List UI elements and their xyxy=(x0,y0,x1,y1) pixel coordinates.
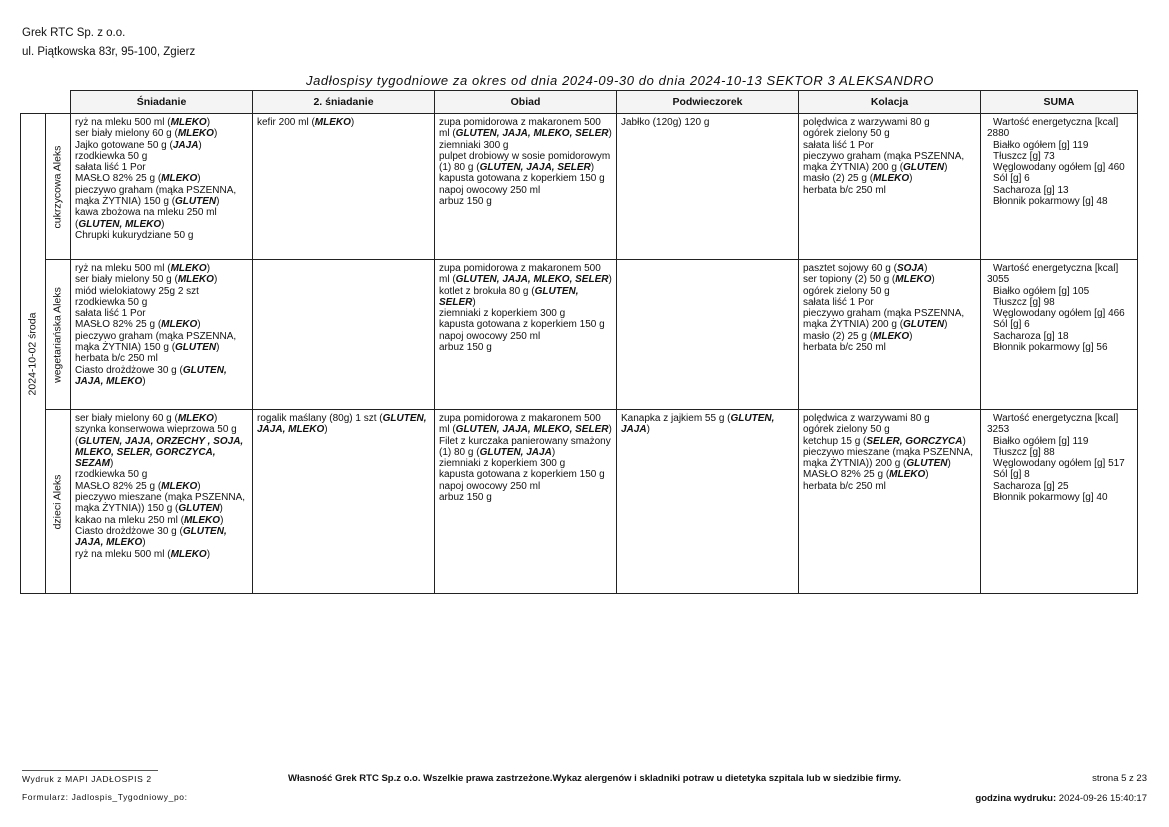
nutrient-line: Sól [g] 8 xyxy=(993,469,1030,481)
menu-item xyxy=(439,196,614,207)
allergen-list: GLUTEN, JAJA, SELER xyxy=(479,162,591,174)
nutrient-line: Tłuszcz [g] 88 xyxy=(993,446,1055,458)
meal-cell-breakfast xyxy=(71,114,253,260)
menu-item xyxy=(75,319,250,330)
diet-row xyxy=(21,260,1138,410)
menu-item xyxy=(75,162,250,173)
menu-item xyxy=(439,331,614,342)
nutrient-line: Tłuszcz [g] 98 xyxy=(993,296,1055,308)
allergen-list: MLEKO xyxy=(170,117,207,128)
allergen-list: JAJA xyxy=(172,139,199,151)
menu-item xyxy=(439,469,614,480)
nutrient-line: Sacharoza [g] 13 xyxy=(993,184,1069,196)
nutrient-line: Błonnik pokarmowy [g] 40 xyxy=(993,492,1108,504)
diet-cell xyxy=(46,410,71,594)
menu-item-text: Ciasto drożdżowe 30 g ( xyxy=(75,525,183,537)
menu-item-text: kakao na mleku 250 ml ( xyxy=(75,514,184,526)
meal-cell-lunch xyxy=(435,410,617,594)
allergen-list: MLEKO xyxy=(161,480,198,492)
menu-item-text: kefir 200 ml ( xyxy=(257,117,315,128)
menu-item-close: ) xyxy=(944,162,948,174)
date-label: 2024-10-02 środa xyxy=(26,312,39,395)
menu-item xyxy=(75,185,250,208)
menu-item-text: MASŁO 82% 25 g ( xyxy=(75,480,162,492)
menu-item-text: zupa pomidorowa z makaronem 500 ml ( xyxy=(439,263,601,286)
menu-item-close: ) xyxy=(944,319,948,331)
energy-value: 3055 xyxy=(987,274,1010,286)
menu-item-close: ) xyxy=(608,128,612,140)
allergen-list: MLEKO xyxy=(889,469,926,481)
diet-row xyxy=(21,410,1138,594)
menu-item-text: kotlet z brokuła 80 g ( xyxy=(439,285,535,297)
menu-item xyxy=(803,331,978,342)
allergen-list: GLUTEN xyxy=(175,342,217,354)
menu-item xyxy=(803,185,978,196)
menu-item-text: masło (2) 25 g ( xyxy=(803,173,874,185)
menu-item-text: miód wielokiatowy 25g 2 szt xyxy=(75,285,199,297)
menu-item xyxy=(75,331,250,354)
menu-item-text: ketchup 15 g ( xyxy=(803,435,867,447)
allergen-list: GLUTEN, SELER xyxy=(439,285,579,308)
energy-label: Wartość energetyczna [kcal] xyxy=(993,117,1119,128)
menu-item xyxy=(439,308,614,319)
meal-cell-supper xyxy=(799,410,981,594)
print-time xyxy=(975,793,1147,804)
nutrient-line: Błonnik pokarmowy [g] 56 xyxy=(993,342,1108,354)
meal-cell-breakfast xyxy=(71,410,253,594)
allergen-list: GLUTEN, JAJA xyxy=(621,413,775,436)
menu-item-close: ) xyxy=(925,469,929,481)
menu-item xyxy=(439,481,614,492)
menu-item-text: MASŁO 82% 25 g ( xyxy=(75,173,162,185)
allergen-list: GLUTEN, JAJA, MLEKO xyxy=(75,525,227,549)
allergen-list: GLUTEN xyxy=(178,503,220,515)
company-address: ul. Piątkowska 83r, 95-100, Zgierz xyxy=(22,46,196,58)
meal-cell-breakfast xyxy=(71,260,253,410)
meal-cell-afternoon-snack xyxy=(617,410,799,594)
menu-item xyxy=(75,549,250,560)
menu-item xyxy=(803,151,978,174)
menu-item-text: ogórek zielony 50 g xyxy=(803,285,890,297)
menu-item-text: rzodkiewka 50 g xyxy=(75,150,148,162)
menu-item xyxy=(75,469,250,480)
nutrient-line: Tłuszcz [g] 73 xyxy=(993,150,1055,162)
print-time-label: godzina wydruku: xyxy=(975,793,1057,804)
menu-item xyxy=(621,117,796,128)
allergen-list: MLEKO xyxy=(873,330,910,342)
menu-item xyxy=(257,117,432,128)
meal-cell-afternoon-snack xyxy=(617,260,799,410)
menu-item xyxy=(439,342,614,353)
menu-item-close: ) xyxy=(110,458,114,470)
meal-cell-second-breakfast xyxy=(253,114,435,260)
nutrient-line: Sól [g] 6 xyxy=(993,319,1030,331)
menu-item-close: ) xyxy=(213,128,218,140)
menu-item xyxy=(75,207,250,230)
menu-item-close: ) xyxy=(220,514,224,526)
nutrient-line: Sacharoza [g] 18 xyxy=(993,330,1069,342)
diet-label: cukrzycowa Aleks xyxy=(51,145,64,228)
menu-item xyxy=(803,140,978,151)
menu-item-text: kapusta gotowana z koperkiem 150 g xyxy=(439,319,605,331)
menu-item xyxy=(75,140,250,151)
allergen-list: MLEKO xyxy=(895,274,932,286)
menu-item xyxy=(75,263,250,274)
allergen-list: GLUTEN, JAJA, MLEKO, SELER xyxy=(455,424,609,436)
nutrient-line: Białko ogółem [g] 119 xyxy=(993,139,1089,151)
diet-label: wegetariańska Aleks xyxy=(51,286,64,383)
menu-item-text: zupa pomidorowa z makaronem 500 ml ( xyxy=(439,117,601,140)
menu-item-text: pulpet drobiowy w sosie pomidorowym (1) 80 g ( xyxy=(439,150,611,174)
meal-cell-second-breakfast xyxy=(253,410,435,594)
menu-item xyxy=(75,481,250,492)
menu-item-text: herbata b/c 250 ml xyxy=(803,184,886,196)
menu-item xyxy=(803,469,978,480)
menu-item-close: ) xyxy=(472,296,476,308)
menu-item xyxy=(257,413,432,436)
menu-item-close: ) xyxy=(197,319,201,331)
column-header-sum: SUMA xyxy=(981,91,1138,114)
menu-item-text: ryż na mleku 500 ml ( xyxy=(75,548,171,560)
menu-item-text: arbuz 150 g xyxy=(439,196,492,208)
menu-item-text: herbata b/c 250 ml xyxy=(803,480,886,492)
menu-item-close: ) xyxy=(142,375,146,387)
menu-item xyxy=(75,413,250,424)
nutrient-line: Węglowodany ogółem [g] 460 xyxy=(993,162,1125,174)
menu-item-close: ) xyxy=(909,173,913,185)
allergen-list: GLUTEN xyxy=(903,162,945,174)
allergen-list: MLEKO xyxy=(177,128,214,140)
header-blank xyxy=(21,91,46,114)
menu-item-text: MASŁO 82% 25 g ( xyxy=(75,319,162,331)
menu-item-close: ) xyxy=(324,424,328,436)
footer-copyright: Własność Grek RTC Sp.z o.o. Wszelkie prawa zastrzeżone.Wykaz alergenów i skladniki potraw u dietetyka szpitala lub w siedzibie firmy. xyxy=(288,773,902,784)
menu-item xyxy=(75,526,250,549)
menu-item xyxy=(75,286,250,297)
menu-item-text: rzodkiewka 50 g xyxy=(75,296,148,308)
menu-item-close: ) xyxy=(206,548,211,560)
menu-item-text: ser biały mielony 60 g ( xyxy=(75,413,178,424)
company-name: Grek RTC Sp. z o.o. xyxy=(22,27,126,39)
menu-item-close: ) xyxy=(198,139,202,151)
menu-item-text: kapusta gotowana z koperkiem 150 g xyxy=(439,173,605,185)
menu-item-text: ryż na mleku 500 ml ( xyxy=(75,263,171,274)
menu-item-close: ) xyxy=(931,274,935,286)
menu-item xyxy=(439,263,614,286)
column-header-second-breakfast: 2. śniadanie xyxy=(253,91,435,114)
menu-item-text: MASŁO 82% 25 g ( xyxy=(803,469,890,481)
allergen-list: MLEKO xyxy=(873,173,910,185)
menu-item-text: ziemniaki 300 g xyxy=(439,139,509,151)
menu-item xyxy=(439,140,614,151)
allergen-list: GLUTEN, JAJA, MLEKO xyxy=(257,413,427,436)
menu-item-close: ) xyxy=(213,274,218,286)
company-info xyxy=(22,24,195,62)
menu-item-text: Kanapka z jajkiem 55 g ( xyxy=(621,413,731,424)
menu-item-text: arbuz 150 g xyxy=(439,342,492,354)
summary-cell xyxy=(981,260,1138,410)
menu-item-text: pasztet sojowy 60 g ( xyxy=(803,263,897,274)
menu-item xyxy=(439,151,614,174)
menu-item-text: napoj owocowy 250 ml xyxy=(439,184,541,196)
menu-item xyxy=(803,286,978,297)
menu-item-text: masło (2) 25 g ( xyxy=(803,330,874,342)
menu-item-close: ) xyxy=(216,196,220,208)
menu-item xyxy=(75,274,250,285)
menu-item-text: arbuz 150 g xyxy=(439,492,492,504)
menu-item xyxy=(803,481,978,492)
energy-value: 3253 xyxy=(987,424,1010,436)
menu-item xyxy=(439,458,614,469)
menu-item xyxy=(439,185,614,196)
allergen-list: GLUTEN, JAJA, MLEKO, SELER xyxy=(455,128,609,140)
allergen-list: SELER, GORCZYCA xyxy=(866,435,963,447)
menu-item-text: rzodkiewka 50 g xyxy=(75,469,148,481)
menu-item-text: sałata liść 1 Por xyxy=(75,162,146,174)
menu-item-close: ) xyxy=(219,503,223,515)
menu-item-text: szynka konserwowa wieprzowa 50 g ( xyxy=(75,424,237,447)
menu-item-close: ) xyxy=(590,162,595,174)
nutrient-line: Białko ogółem [g] 105 xyxy=(993,285,1090,297)
menu-item xyxy=(75,151,250,162)
menu-item xyxy=(803,173,978,184)
menu-item-text: ryż na mleku 500 ml ( xyxy=(75,117,171,128)
menu-item-text: napoj owocowy 250 ml xyxy=(439,480,541,492)
menu-item xyxy=(803,424,978,435)
menu-item-text: Jabłko (120g) 120 g xyxy=(621,117,710,128)
allergen-list: MLEKO xyxy=(183,514,221,526)
menu-item-text: Chrupki kukurydziane 50 g xyxy=(75,229,194,241)
print-time-value: 2024-09-26 15:40:17 xyxy=(1058,793,1147,804)
menu-item-text: ogórek zielony 50 g xyxy=(803,424,890,436)
nutrient-line: Sól [g] 6 xyxy=(993,173,1030,185)
nutrient-line: Sacharoza [g] 25 xyxy=(993,480,1069,492)
menu-item-text: kawa zbożowa na mleku 250 ml ( xyxy=(75,207,217,230)
meal-cell-afternoon-snack xyxy=(617,114,799,260)
menu-item xyxy=(803,342,978,353)
menu-item xyxy=(75,117,250,128)
meal-cell-lunch xyxy=(435,114,617,260)
allergen-list: MLEKO xyxy=(170,263,207,274)
menu-item-text: sałata liść 1 Por xyxy=(803,139,874,151)
menu-item xyxy=(803,447,978,470)
nutrient-line: Białko ogółem [g] 119 xyxy=(993,435,1089,447)
column-header-afternoon-snack: Podwieczorek xyxy=(617,91,799,114)
page-title: Jadłospisy tygodniowe za okres od dnia 2024-09-30 do dnia 2024-10-13 SEKTOR 3 ALEKSANDRO xyxy=(305,73,935,88)
menu-item xyxy=(75,297,250,308)
allergen-list: MLEKO xyxy=(314,117,351,128)
menu-item-close: ) xyxy=(947,458,951,470)
menu-item xyxy=(75,492,250,515)
menu-item xyxy=(75,515,250,526)
allergen-list: GLUTEN, MLEKO xyxy=(78,218,162,230)
menu-item-text: napoj owocowy 250 ml xyxy=(439,330,541,342)
allergen-list: GLUTEN, JAJA xyxy=(479,446,552,458)
menu-item-text: ser biały mielony 50 g ( xyxy=(75,274,178,286)
menu-item-close: ) xyxy=(909,330,913,342)
menu-item-text: pieczywo graham (mąka PSZENNA, mąka ŻYTNIA) 150 g ( xyxy=(75,184,237,208)
summary-cell xyxy=(981,114,1138,260)
allergen-list: GLUTEN, JAJA, MLEKO xyxy=(75,364,227,387)
allergen-list: GLUTEN xyxy=(903,319,945,331)
allergen-list: MLEKO xyxy=(170,548,207,560)
page-number: strona 5 z 23 xyxy=(1092,773,1147,784)
menu-item-close: ) xyxy=(551,446,556,458)
diet-label: dzieci Aleks xyxy=(51,474,64,529)
header-row xyxy=(21,91,1138,114)
menu-item-text: kapusta gotowana z koperkiem 150 g xyxy=(439,469,605,481)
menu-item xyxy=(439,436,614,459)
menu-item-close: ) xyxy=(197,173,201,185)
menu-item-text: polędwica z warzywami 80 g xyxy=(803,413,930,424)
menu-item-close: ) xyxy=(608,424,612,436)
menu-item-text: pieczywo mieszane (mąka PSZENNA, mąka ŻYTNIA)) 150 g ( xyxy=(75,492,246,515)
menu-item xyxy=(803,413,978,424)
menu-item xyxy=(803,274,978,285)
footer-print-source: Wydruk z MAPI JADŁOSPIS 2 xyxy=(22,770,158,784)
diet-cell xyxy=(46,260,71,410)
menu-item-text: pieczywo graham (mąka PSZENNA, mąka ŻYTNIA) 150 g ( xyxy=(75,330,237,354)
menu-item xyxy=(439,413,614,436)
menu-item-close: ) xyxy=(646,424,650,436)
energy-label: Wartość energetyczna [kcal] xyxy=(993,263,1119,274)
menu-item-text: ziemniaki z koperkiem 300 g xyxy=(439,308,566,320)
menu-item xyxy=(439,117,614,140)
allergen-list: MLEKO xyxy=(177,274,214,286)
menu-item-text: pieczywo graham (mąka PSZENNA, mąka ŻYTNIA) 200 g ( xyxy=(803,150,965,174)
header-blank xyxy=(46,91,71,114)
menu-item xyxy=(75,424,250,469)
energy-value: 2880 xyxy=(987,128,1010,140)
menu-item xyxy=(75,308,250,319)
meal-cell-lunch xyxy=(435,260,617,410)
menu-item xyxy=(439,492,614,503)
menu-item-close: ) xyxy=(350,117,355,128)
allergen-list: MLEKO xyxy=(177,413,214,424)
menu-item-close: ) xyxy=(213,413,218,424)
menu-item-close: ) xyxy=(142,537,146,549)
menu-item-text: ser topiony (2) 50 g ( xyxy=(803,274,896,286)
menu-item xyxy=(803,308,978,331)
diet-row xyxy=(21,114,1138,260)
allergen-list: GLUTEN, JAJA, ORZECHY , SOJA, MLEKO, SELER, GORCZYCA, SEZAM xyxy=(75,435,244,470)
menu-item-close: ) xyxy=(216,342,220,354)
nutrient-line: Błonnik pokarmowy [g] 48 xyxy=(993,196,1108,208)
diet-cell xyxy=(46,114,71,260)
weekly-menu-table xyxy=(20,90,1138,594)
menu-item-text: Jajko gotowane 50 g ( xyxy=(75,139,173,151)
allergen-list: SOJA xyxy=(896,263,925,274)
menu-item xyxy=(439,286,614,309)
allergen-list: GLUTEN xyxy=(175,196,217,208)
allergen-list: MLEKO xyxy=(161,173,198,185)
menu-item-close: ) xyxy=(206,117,211,128)
menu-item xyxy=(75,128,250,139)
menu-item-text: herbata b/c 250 ml xyxy=(75,353,158,365)
menu-item-close: ) xyxy=(206,263,211,274)
menu-item-text: ser biały mielony 60 g ( xyxy=(75,128,178,140)
menu-item-text: polędwica z warzywami 80 g xyxy=(803,117,930,128)
energy-label: Wartość energetyczna [kcal] xyxy=(993,413,1119,424)
footer-form-name: Formularz: Jadlospis_Tygodniowy_po: xyxy=(22,792,188,802)
summary-cell xyxy=(981,410,1138,594)
menu-item-text: rogalik maślany (80g) 1 szt ( xyxy=(257,413,383,424)
column-header-supper: Kolacja xyxy=(799,91,981,114)
menu-body xyxy=(21,114,1138,594)
menu-item-close: ) xyxy=(962,435,966,447)
meal-cell-supper xyxy=(799,260,981,410)
footer-left xyxy=(22,770,188,802)
menu-item xyxy=(75,230,250,241)
menu-item xyxy=(75,173,250,184)
menu-item xyxy=(803,263,978,274)
menu-item xyxy=(803,117,978,128)
date-cell xyxy=(21,114,46,594)
menu-item-text: Filet z kurczaka panierowany smażony (1) 80 g ( xyxy=(439,435,611,458)
menu-item xyxy=(75,365,250,388)
menu-item-close: ) xyxy=(924,263,928,274)
menu-item-text: pieczywo mieszane (mąka PSZENNA, mąka ŻYTNIA)) 200 g ( xyxy=(803,446,974,470)
menu-item-text: ogórek zielony 50 g xyxy=(803,128,890,140)
menu-item-close: ) xyxy=(197,480,201,492)
menu-item-close: ) xyxy=(608,274,612,286)
meal-cell-supper xyxy=(799,114,981,260)
menu-item-text: sałata liść 1 Por xyxy=(75,308,146,320)
allergen-list: MLEKO xyxy=(161,319,198,331)
menu-item xyxy=(439,173,614,184)
meal-cell-second-breakfast xyxy=(253,260,435,410)
nutrient-line: Węglowodany ogółem [g] 466 xyxy=(993,308,1125,320)
menu-item-close: ) xyxy=(161,218,165,230)
menu-item-text: Ciasto drożdżowe 30 g ( xyxy=(75,364,183,376)
menu-item-text: pieczywo graham (mąka PSZENNA, mąka ŻYTNIA) 200 g ( xyxy=(803,308,965,331)
menu-item-text: ziemniaki z koperkiem 300 g xyxy=(439,458,566,470)
allergen-list: GLUTEN, JAJA, MLEKO, SELER xyxy=(455,274,609,286)
menu-item xyxy=(621,413,796,436)
menu-item xyxy=(439,319,614,330)
nutrient-line: Węglowodany ogółem [g] 517 xyxy=(993,458,1125,470)
menu-item xyxy=(803,436,978,447)
menu-item-text: sałata liść 1 Por xyxy=(803,296,874,308)
menu-item-text: zupa pomidorowa z makaronem 500 ml ( xyxy=(439,413,601,436)
menu-item xyxy=(803,128,978,139)
allergen-list: GLUTEN xyxy=(906,458,948,470)
menu-item-text: herbata b/c 250 ml xyxy=(803,342,886,354)
column-header-breakfast: Śniadanie xyxy=(71,91,253,114)
menu-item xyxy=(803,297,978,308)
menu-item xyxy=(75,353,250,364)
column-header-lunch: Obiad xyxy=(435,91,617,114)
